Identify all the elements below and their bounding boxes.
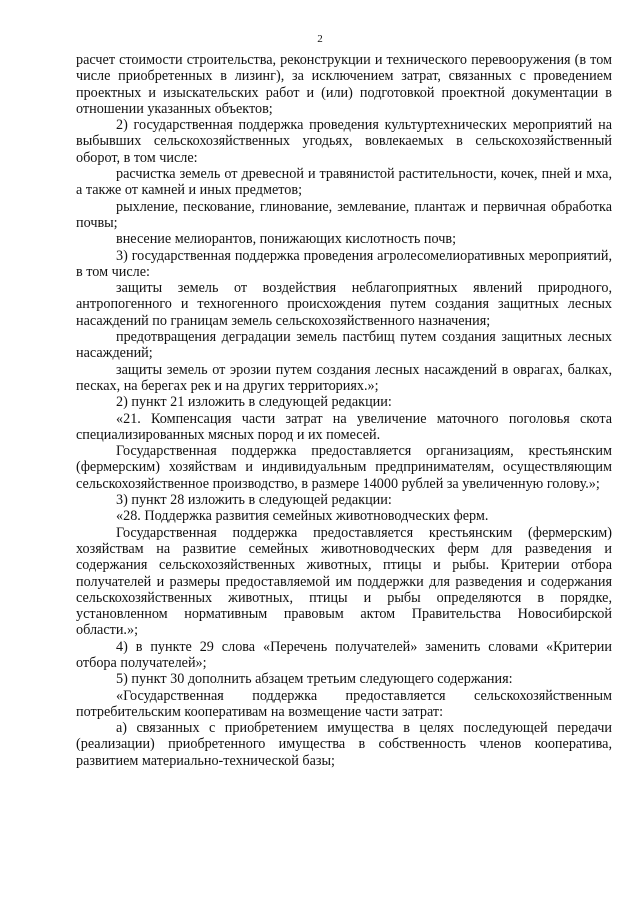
- paragraph: «Государственная поддержка предоставляется сельскохозяйственным потребительским кооперативам на возмещение части затрат:: [76, 687, 612, 720]
- page-number: 2: [317, 33, 323, 45]
- paragraph: расчистка земель от древесной и травянистой растительности, кочек, пней и мха, а также от камней и иных предметов;: [76, 166, 612, 199]
- document-body: [76, 52, 612, 769]
- paragraph: 3) пункт 28 изложить в следующей редакции:: [116, 492, 392, 509]
- paragraph: «21. Компенсация части затрат на увеличение маточного поголовья скота специализированных мясных пород и их помесей.: [76, 410, 612, 443]
- paragraph: 2) государственная поддержка проведения культуртехнических мероприятий на выбывших сельскохозяйственных угодьях, вовлекаемых в сельскохозяйственный оборот, в том числе:: [76, 117, 612, 166]
- paragraph: 4) в пункте 29 слова «Перечень получателей» заменить словами «Критерии отбора получателей»;: [76, 638, 612, 671]
- paragraph: 5) пункт 30 дополнить абзацем третьим следующего содержания:: [116, 671, 513, 688]
- paragraph: 3) государственная поддержка проведения агролесомелиоративных мероприятий, в том числе:: [76, 247, 612, 280]
- paragraph: «28. Поддержка развития семейных животноводческих ферм.: [116, 508, 489, 525]
- paragraph: расчет стоимости строительства, реконструкции и технического перевооружения (в том числе приобретенных в лизинг), за исключением затрат, связанных с проведением проектных и изыскательских работ и (или) подготовкой проектной документации в отношении указанных объектов;: [76, 52, 612, 117]
- paragraph: защиты земель от воздействия неблагоприятных явлений природного, антропогенного и техногенного происхождения путем создания защитных лесных насаждений по границам земель сельскохозяйственного назначения;: [76, 280, 612, 329]
- paragraph: защиты земель от эрозии путем создания лесных насаждений в оврагах, балках, песках, на берегах рек и на других территориях.»;: [76, 361, 612, 394]
- paragraph: рыхление, пескование, глинование, землевание, плантаж и первичная обработка почвы;: [76, 198, 612, 231]
- paragraph: предотвращения деградации земель пастбищ путем создания защитных лесных насаждений;: [76, 329, 612, 362]
- paragraph: Государственная поддержка предоставляется организациям, крестьянским (фермерским) хозяйствам и индивидуальным предпринимателям, осуществляющим сельскохозяйственное производство, в размере 14000 рублей за увеличенную голову.»;: [76, 443, 612, 492]
- paragraph: а) связанных с приобретением имущества в целях последующей передачи (реализации) приобретенного имущества в собственность членов кооператива, развитием материально-технической базы;: [76, 720, 612, 769]
- paragraph: Государственная поддержка предоставляется крестьянским (фермерским) хозяйствам на развитие семейных животноводческих ферм для разведения и содержания сельскохозяйственных животных, птицы и рыбы. Критерии отбора получателей и размеры предоставляемой им поддержки для разведения и содержания сельскохозяйственных животных, птицы и рыбы определяются в порядке, установленном нормативным правовым актом Правительства Новосибирской области.»;: [76, 524, 612, 639]
- paragraph: 2) пункт 21 изложить в следующей редакции:: [116, 394, 392, 411]
- paragraph: внесение мелиорантов, понижающих кислотность почв;: [116, 231, 457, 248]
